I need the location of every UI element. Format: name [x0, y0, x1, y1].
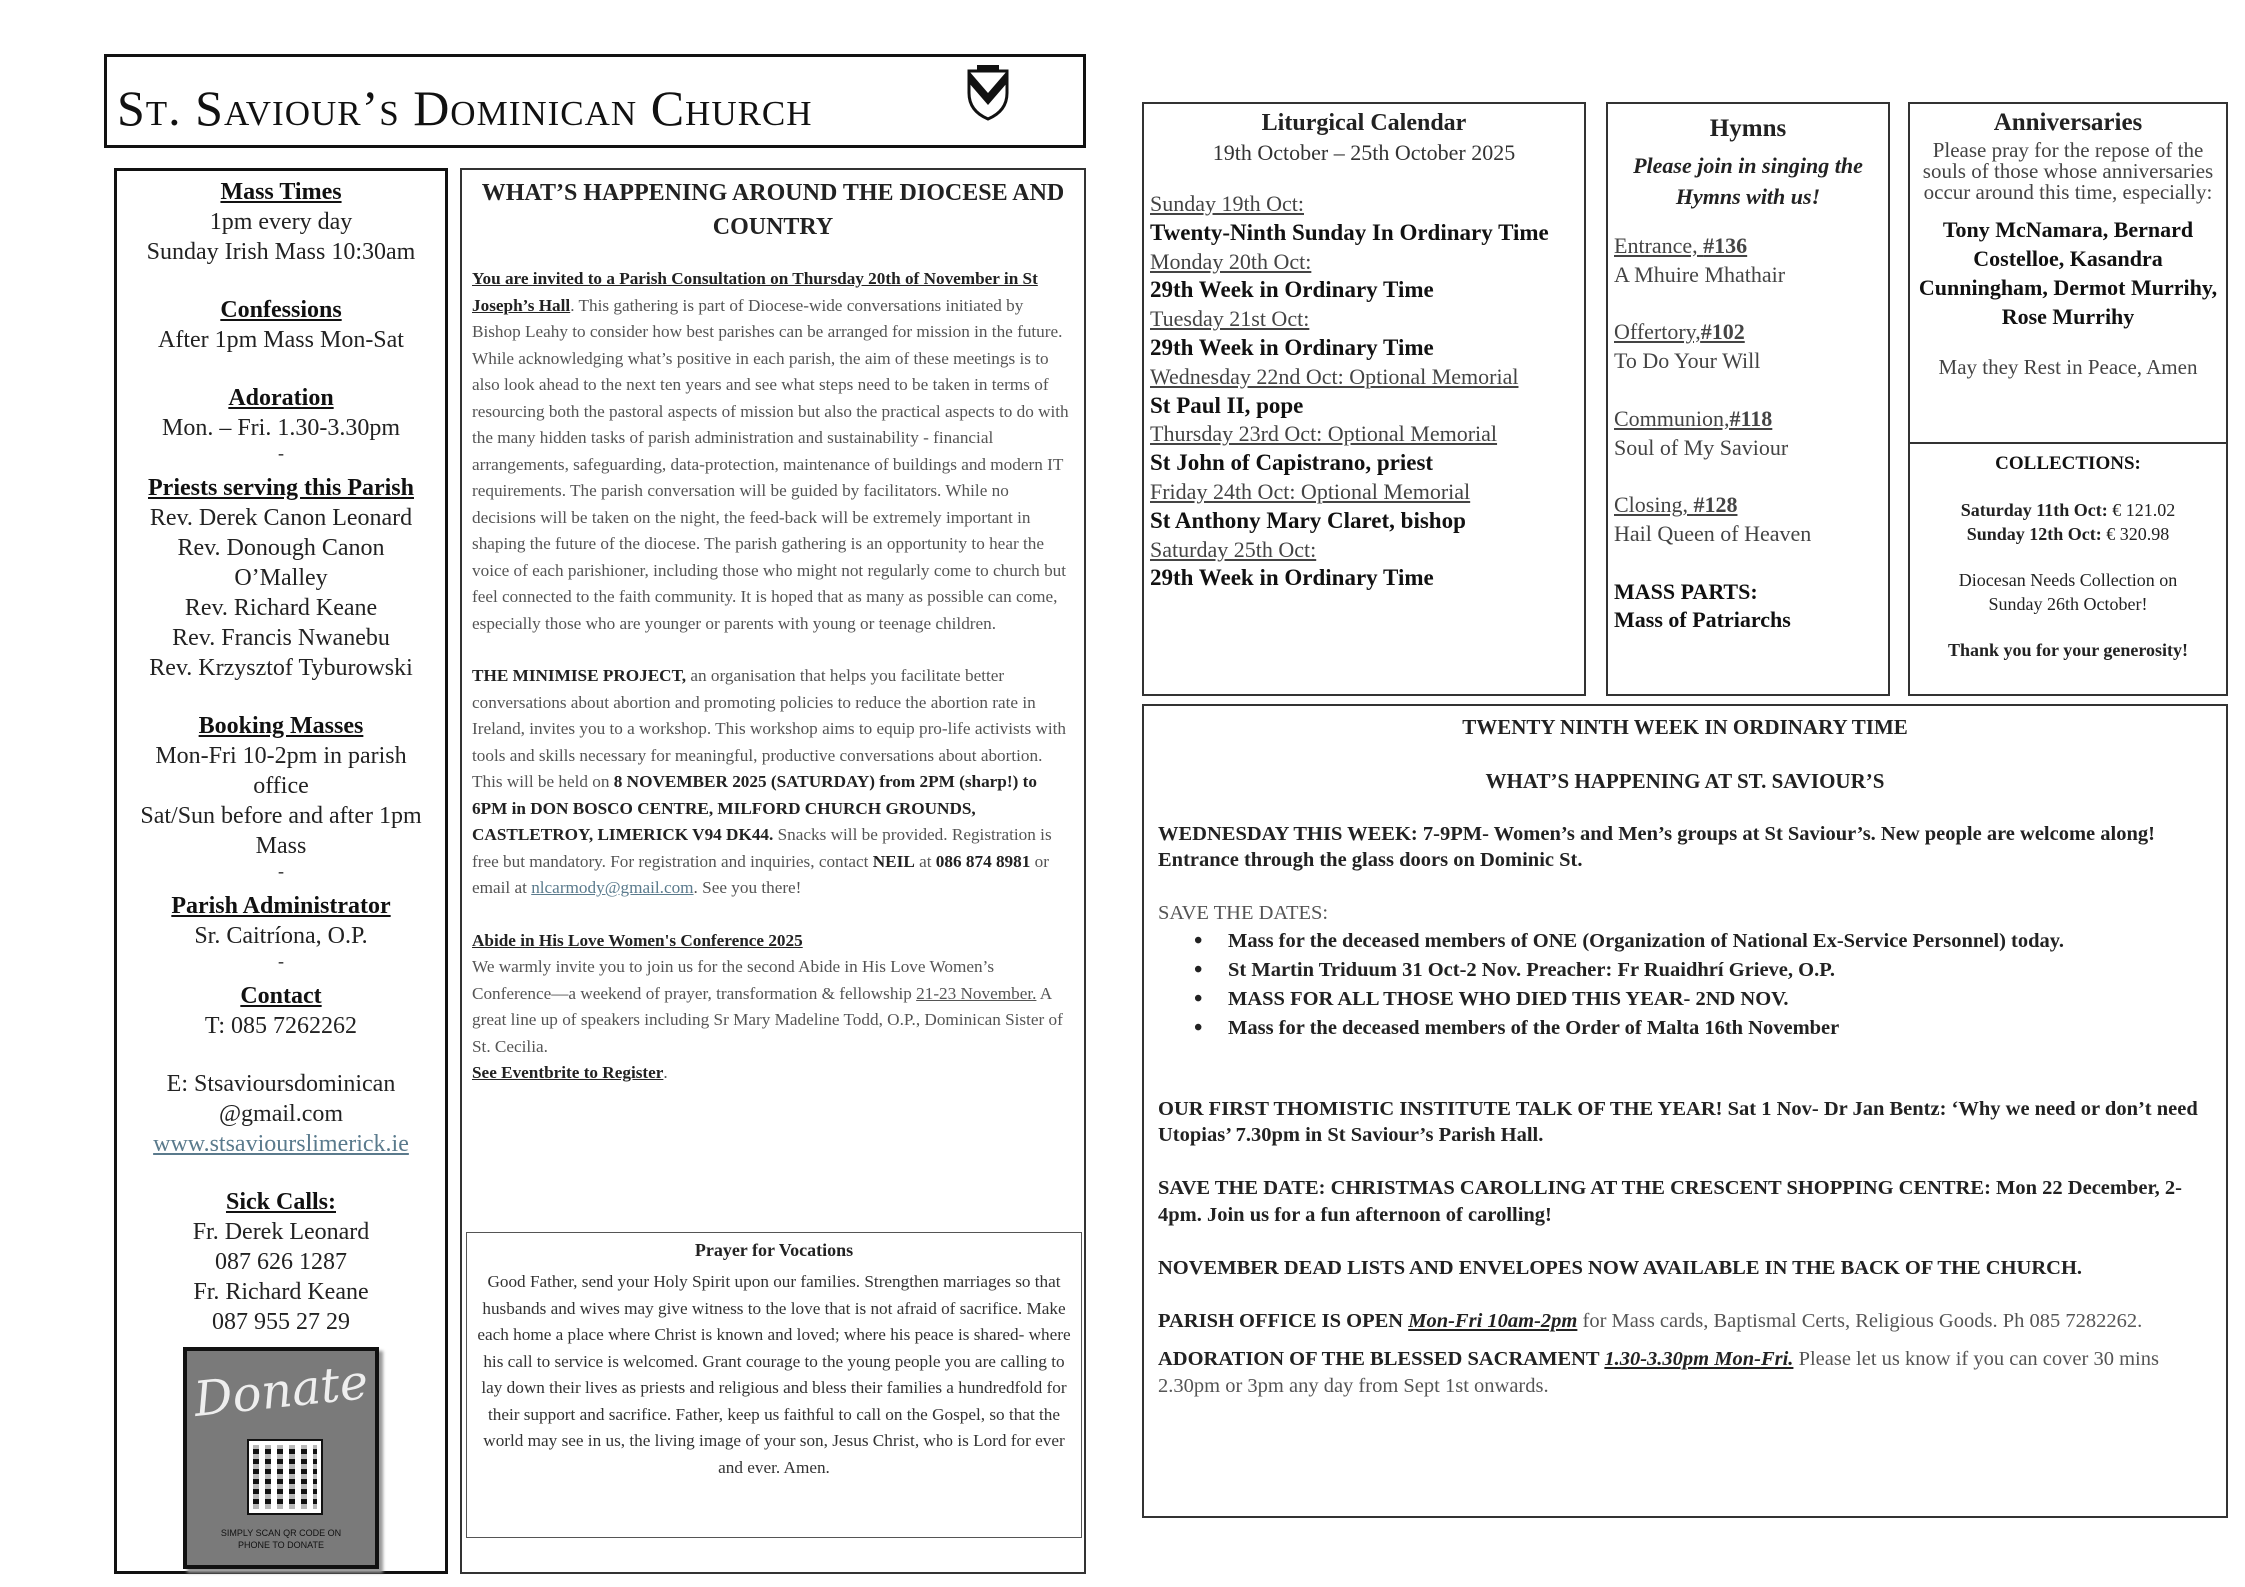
communion-hymn-title: Soul of My Saviour	[1614, 434, 1789, 460]
calendar-feast: Twenty-Ninth Sunday In Ordinary Time	[1150, 219, 1549, 245]
email-link[interactable]: nlcarmody@gmail.com	[531, 878, 694, 897]
adoration-notice: ADORATION OF THE BLESSED SACRAMENT 1.30-3.30pm Mon-Fri. Please let us know if you can cover 30 mins 2.30pm or 3pm any day from Sept 1st onwards.	[1158, 1348, 2159, 1397]
website-link[interactable]: www.stsaviourslimerick.ie	[153, 1131, 409, 1157]
priest-name: Rev. Krzysztof Tyburowski	[149, 655, 413, 681]
contact-email: E: Stsavioursdominican	[166, 1071, 396, 1097]
liturgical-range: 19th October – 25th October 2025	[1212, 140, 1516, 165]
anniversaries-rest: May they Rest in Peace, Amen	[1938, 355, 2198, 379]
divider: -	[278, 861, 284, 881]
offertory-hymn: Offertory,#102	[1614, 319, 1745, 345]
entrance-hymn: Entrance, #136	[1614, 233, 1748, 258]
parish-week-panel	[1142, 704, 2228, 1518]
mass-time-line: Sunday Irish Mass 10:30am	[146, 239, 416, 265]
vocations-prayer: Good Father, send your Holy Spirit upon our families. Strengthen marriages so that husbands and wives may give witness to the love that is not afraid of sacrifice. Make each home a place where Christ is known and loved; where his peace is shared- where his call to service is welcomed. Grant courage to the young people you are calling to lay down their lives as priests and religious and bless their families a hundredfold for their support and sacrifice. Father, keep us faithful to call on the Gospel, so that the world may see in us, the living image of your son, Jesus Christ, who is Lord for ever and ever. Amen.	[477, 1272, 1071, 1477]
mass-parts-label: MASS PARTS:	[1614, 578, 1758, 604]
anniversaries-text: Please pray for the repose of the souls of those whose anniversaries occur around this time, especially:	[1922, 138, 2214, 204]
confessions-line: After 1pm Mass Mon-Sat	[158, 327, 404, 353]
donate-caption: SIMPLY SCAN QR CODE ON PHONE TO DONATE	[220, 1528, 342, 1550]
booking-line: Sat/Sun before and after 1pm	[140, 803, 422, 829]
liturgical-calendar	[1142, 102, 1586, 696]
divider: -	[278, 951, 284, 971]
list-item: • Mass for the deceased members of the Order of Malta 16th November	[1194, 1014, 2212, 1043]
calendar-date: Tuesday 21st Oct:	[1150, 306, 1310, 332]
anniversaries-title: Anniversaries	[1993, 109, 2143, 136]
priest-name: Rev. Richard Keane	[184, 595, 378, 621]
calendar-feast: St Paul II, pope	[1150, 392, 1304, 418]
priest-name: O’Malley	[234, 565, 328, 591]
contact-phone: T: 085 7262262	[204, 1013, 358, 1039]
calendar-feast: 29th Week in Ordinary Time	[1150, 334, 1434, 360]
list-item: • Mass for the deceased members of ONE (Organization of National Ex-Service Personnel) today.	[1194, 927, 2212, 956]
adoration-line: Mon. – Fri. 1.30-3.30pm	[161, 415, 400, 441]
vocations-title: Prayer for Vocations	[694, 1240, 854, 1260]
communion-hymn: Communion,#118	[1614, 405, 1773, 431]
booking-line: office	[253, 773, 309, 799]
anniversaries-names: Tony McNamara, Bernard Costelloe, Kasandra Cunningham, Dermot Murrihy, Rose Murrihy	[1918, 217, 2218, 329]
diocesan-collection-date: Sunday 26th October!	[1988, 594, 2148, 614]
week-heading: TWENTY NINTH WEEK IN ORDINARY TIME	[1462, 715, 1908, 739]
calendar-feast: St Anthony Mary Claret, bishop	[1150, 507, 1466, 533]
adoration-heading: Adoration	[228, 385, 334, 411]
collection-saturday: Saturday 11th Oct: € 121.02	[1960, 500, 2176, 520]
consultation-paragraph: You are invited to a Parish Consultation on Thursday 20th of November in St Joseph’s Hall. This gathering is part of Diocese-wide conversations initiated by Bishop Leahy to consider how best parishes can be arranged for mission in the future. While acknowledging what’s positive in each parish, the aim of these meetings is to also look ahead to the next ten years and see what steps need to be taken in terms of resourcing both the pastoral aspects of mission but also the practical aspects to do with the many hidden tasks of parish administration and sustainability - financial arrangements, safeguarding, data-protection, maintenance of buildings and modern IT requirements. The parish conversation will be guided by facilitators. While no decisions will be taken on the night, the feed-back will be extremely important in shaping the future of the diocese. The parish gathering is an opportunity to hear the voice of each parishioner, including those who might not regularly come to church but feel connected to the faith community. It is hoped that as many as possible can come, especially those who are younger or parents with young or teenage children.	[472, 269, 1069, 633]
closing-hymn-title: Hail Queen of Heaven	[1614, 520, 1812, 546]
save-dates-label: SAVE THE DATES:	[1158, 902, 1329, 924]
calendar-date: Saturday 25th Oct:	[1150, 536, 1317, 562]
contact-heading: Contact	[240, 983, 322, 1009]
diocese-news-column	[460, 168, 1086, 1574]
hymns-title: Hymns	[1709, 115, 1787, 142]
mass-time-line: 1pm every day	[209, 209, 353, 235]
abide-title: Abide in His Love Women's Conference 2025	[472, 930, 803, 950]
prayer-for-vocations-box	[466, 1232, 1082, 1538]
carolling-notice: SAVE THE DATE: CHRISTMAS CAROLLING AT THE CRESCENT SHOPPING CENTRE: Mon 22 December, 2-4pm. Join us for a fun afternoon of carolling!	[1158, 1177, 2183, 1226]
list-item: • MASS FOR ALL THOSE WHO DIED THIS YEAR- 2ND NOV.	[1194, 985, 2212, 1014]
collections-thanks: Thank you for your generosity!	[1947, 640, 2189, 660]
booking-heading: Booking Masses	[198, 713, 364, 739]
list-item: • St Martin Triduum 31 Oct-2 Nov. Preacher: Fr Ruaidhrí Grieve, O.P.	[1194, 956, 2212, 985]
collections-section	[1910, 444, 2226, 670]
qr-code-icon[interactable]	[249, 1441, 321, 1513]
calendar-date: Monday 20th Oct:	[1150, 248, 1312, 274]
offertory-hymn-title: To Do Your Will	[1614, 348, 1761, 374]
calendar-feast: 29th Week in Ordinary Time	[1150, 565, 1434, 591]
administrator-heading: Parish Administrator	[171, 893, 391, 919]
sick-call-line: 087 626 1287	[215, 1249, 347, 1275]
hymns-box	[1606, 102, 1890, 696]
collection-sunday: Sunday 12th Oct: € 320.98	[1966, 524, 2170, 544]
collections-title: COLLECTIONS:	[1995, 453, 2141, 474]
booking-line: Mass	[255, 833, 307, 859]
administrator-name: Sr. Caitríona, O.P.	[194, 923, 368, 949]
parish-info-column	[114, 168, 448, 1574]
sick-call-line: Fr. Richard Keane	[193, 1279, 369, 1305]
november-notice: NOVEMBER DEAD LISTS AND ENVELOPES NOW AVAILABLE IN THE BACK OF THE CHURCH.	[1158, 1256, 2083, 1279]
confessions-heading: Confessions	[220, 297, 342, 323]
wednesday-notice: WEDNESDAY THIS WEEK: 7-9PM- Women’s and Men’s groups at St Saviour’s. New people are welcome along! Entrance through the glass doors on Dominic St.	[1158, 822, 2155, 871]
priest-name: Rev. Donough Canon	[177, 535, 385, 561]
liturgical-title: Liturgical Calendar	[1261, 110, 1467, 136]
mass-times-heading: Mass Times	[220, 179, 342, 205]
thomistic-notice: OUR FIRST THOMISTIC INSTITUTE TALK OF THE YEAR! Sat 1 Nov- Dr Jan Bentz: ‘Why we need or don’t need Utopias’ 7.30pm in St Saviour’s Parish Hall.	[1158, 1097, 2198, 1146]
calendar-date: Sunday 19th Oct:	[1150, 191, 1304, 216]
priest-name: Rev. Francis Nwanebu	[172, 625, 390, 651]
page-title: St. Saviour’s Dominican Church	[117, 80, 813, 136]
consultation-title: You are invited to a Parish Consultation on Thursday 20th of November in St Joseph’s Hall	[472, 269, 1038, 315]
divider: -	[278, 443, 284, 463]
eventbrite-link[interactable]: See Eventbrite to Register	[472, 1063, 664, 1082]
booking-line: Mon-Fri 10-2pm in parish	[155, 743, 407, 769]
entrance-hymn-title: A Mhuire Mhathair	[1614, 261, 1786, 287]
minimise-paragraph: THE MINIMISE PROJECT, an organisation that helps you facilitate better conversations about abortion and promoting policies to reduce the abortion rate in Ireland, invites you to a workshop. This workshop aims to equip pro-life activists with tools and skills necessary for meaningful, productive conversations about abortion. This will be held on 8 NOVEMBER 2025 (SATURDAY) from 2PM (sharp!) to 6PM in DON BOSCO CENTRE, MILFORD CHURCH GROUNDS, CASTLETROY, LIMERICK V94 DK44. Snacks will be provided. Registration is free but mandatory. For registration and inquiries, contact NEIL at 086 874 8981 or email at nlcarmody@gmail.com. See you there!	[472, 666, 1067, 897]
donate-title: Donate	[191, 1354, 371, 1428]
dominican-crest-icon	[963, 63, 1013, 123]
diocese-heading: WHAT’S HAPPENING AROUND THE DIOCESE AND COUNTRY	[481, 180, 1065, 240]
calendar-feast: St John of Capistrano, priest	[1150, 450, 1434, 476]
abide-paragraph: Abide in His Love Women's Conference 2025 We warmly invite you to join us for the second Abide in His Love Women’s Conference—a weekend of prayer, transformation & fellowship 21-23 November. A great line up of speakers including Sr Mary Madeline Todd, O.P., Dominican Sister of St. Cecilia. See Eventbrite to Register.	[472, 928, 1074, 1087]
contact-email: @gmail.com	[218, 1101, 344, 1127]
calendar-date: Thursday 23rd Oct: Optional Memorial	[1150, 421, 1498, 447]
office-notice: PARISH OFFICE IS OPEN Mon-Fri 10am-2pm for Mass cards, Baptismal Certs, Religious Goods. Ph 085 7282262.	[1158, 1309, 2143, 1332]
mass-parts-name: Mass of Patriarchs	[1614, 607, 1791, 633]
sick-call-line: 087 955 27 29	[212, 1309, 350, 1335]
donate-qr-card[interactable]	[183, 1347, 379, 1569]
title-banner	[104, 54, 1086, 148]
calendar-feast: 29th Week in Ordinary Time	[1150, 277, 1434, 303]
closing-hymn: Closing, #128	[1614, 492, 1738, 518]
hymns-invite: Please join in singing the Hymns with us!	[1633, 153, 1863, 209]
sick-call-line: Fr. Derek Leonard	[192, 1219, 370, 1245]
save-dates-list	[1158, 927, 2212, 1043]
sick-calls-heading: Sick Calls:	[225, 1189, 336, 1215]
diocesan-collection: Diocesan Needs Collection on	[1958, 570, 2178, 590]
week-subheading: WHAT’S HAPPENING AT ST. SAVIOUR’S	[1485, 769, 1885, 793]
calendar-date: Friday 24th Oct: Optional Memorial	[1150, 478, 1471, 504]
priest-name: Rev. Derek Canon Leonard	[149, 505, 413, 531]
priests-heading: Priests serving this Parish	[148, 475, 414, 501]
anniversaries-collections-box	[1908, 102, 2228, 696]
calendar-date: Wednesday 22nd Oct: Optional Memorial	[1150, 363, 1519, 389]
